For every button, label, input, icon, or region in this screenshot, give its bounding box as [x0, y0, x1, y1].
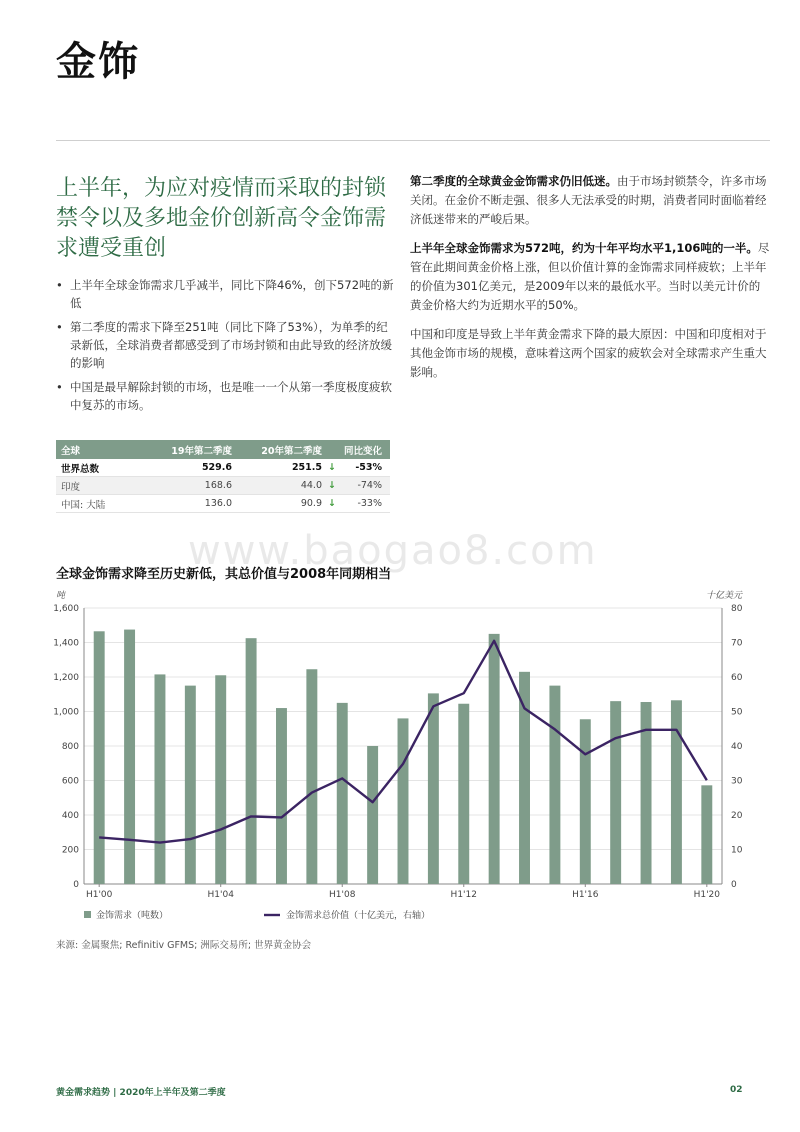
down-arrow-icon: ↓ — [328, 498, 336, 509]
bar-H1'01 — [124, 630, 135, 884]
bar-H1'16 — [580, 719, 591, 884]
page-title: 金饰 — [56, 39, 140, 85]
legend-bar-swatch — [84, 911, 91, 918]
jewellery-demand-chart — [0, 580, 800, 930]
bar-H1'09 — [367, 746, 378, 884]
legend-bar-label: 金饰需求（吨数） — [96, 911, 169, 921]
bar-H1'13 — [489, 634, 500, 884]
cell-q2-19: 168.6 — [204, 480, 232, 491]
bar-H1'03 — [185, 686, 196, 884]
y2-axis-unit: 十亿美元 — [705, 591, 742, 601]
table-header — [56, 440, 390, 459]
footer-title: 黄金需求趋势 | 2020年上半年及第二季度 — [56, 1088, 226, 1098]
x-tick-label: H1'16 — [572, 890, 599, 900]
bar-H1'07 — [306, 669, 317, 884]
legend-line-label: 金饰需求总价值（十亿美元，右轴） — [286, 911, 431, 921]
y-tick-label: 800 — [61, 742, 79, 752]
y2-tick-label: 40 — [731, 742, 743, 752]
cell-q2-19: 136.0 — [204, 498, 232, 509]
bar-H1'05 — [246, 638, 257, 884]
paragraph — [410, 172, 770, 229]
bullet-list — [56, 276, 396, 420]
paragraph — [410, 239, 770, 315]
cell-change: -74% — [357, 480, 382, 491]
demand-table — [56, 440, 390, 513]
cell-q2-20: 251.5 — [291, 462, 322, 473]
header-cell: 全球 — [61, 445, 81, 457]
cell-region: 印度 — [61, 481, 81, 493]
watermark: www.baogao8.com — [188, 528, 598, 574]
cell-q2-20: 90.9 — [300, 498, 322, 509]
y2-tick-label: 10 — [731, 845, 743, 856]
list-item: • 第二季度的需求下降至251吨（同比下降了53%），为单季的纪录新低，全球消费者都感受到了市场封锁和由此导致的经济放缓的影响 — [56, 318, 396, 372]
bar-H1'12 — [458, 704, 469, 884]
y2-tick-label: 20 — [731, 811, 743, 821]
table-row — [56, 477, 390, 495]
bar-H1'00 — [94, 631, 105, 884]
bar-H1'14 — [519, 672, 530, 884]
y2-tick-label: 60 — [731, 673, 743, 683]
source-note: 来源: 金属聚焦; Refinitiv GFMS; 洲际交易所; 世界黄金协会 — [56, 940, 312, 951]
x-tick-label: H1'00 — [85, 890, 113, 900]
bar-H1'19 — [671, 700, 682, 884]
y2-tick-label: 0 — [731, 880, 737, 890]
paragraph — [410, 325, 770, 382]
section-headline: 上半年，为应对疫情而采取的封锁禁令以及多地金价创新高令金饰需求遭受重创 — [56, 176, 387, 261]
x-tick-label: H1'04 — [207, 890, 234, 900]
paragraph-body: 中国和印度是导致上半年黄金需求下降的最大原因：中国和印度相对于其他金饰市场的规模，意味着这两个国家的疲软会对全球需求产生重大影响。 — [410, 327, 767, 379]
y-tick-label: 0 — [73, 880, 79, 890]
y2-tick-label: 30 — [731, 776, 743, 787]
y-axis-unit: 吨 — [56, 591, 66, 601]
x-tick-label: H1'12 — [450, 890, 477, 900]
header-cell: 同比变化 — [343, 445, 382, 457]
y-tick-label: 200 — [61, 845, 79, 856]
down-arrow-icon: ↓ — [328, 480, 336, 491]
bar-H1'08 — [337, 703, 348, 884]
right-column-text — [410, 172, 770, 392]
y2-tick-label: 80 — [731, 604, 743, 614]
bar-H1'15 — [549, 686, 560, 884]
y-tick-label: 1,200 — [53, 673, 79, 683]
bar-H1'17 — [610, 701, 621, 884]
y2-tick-label: 70 — [731, 638, 743, 649]
bar-H1'06 — [276, 708, 287, 884]
table-row — [56, 459, 390, 477]
page-number: 02 — [730, 1085, 743, 1095]
paragraph-body: 尽管在此期间黄金价格上涨，但以价值计算的金饰需求同样疲软；上半年的价值为301亿美元，是2009年以来的最低水平。当时以美元计价的黄金价格大约为近期水平的50%。 — [410, 241, 770, 312]
header-cell: 19年第二季度 — [171, 445, 232, 457]
cell-region: 世界总数 — [61, 463, 100, 475]
bar-H1'11 — [428, 693, 439, 884]
y-tick-label: 600 — [61, 776, 79, 787]
y-tick-label: 400 — [61, 811, 79, 821]
paragraph-body: 由于市场封锁禁令，许多市场关闭。在金价不断走强、很多人无法承受的时期，消费者同时面临着经济低迷带来的严峻后果。 — [410, 174, 767, 226]
down-arrow-icon: ↓ — [328, 462, 336, 473]
header-cell: 20年第二季度 — [261, 445, 322, 457]
paragraph-lead: 第二季度的全球黄金金饰需求仍旧低迷。 — [410, 174, 617, 188]
cell-q2-19: 529.6 — [201, 462, 232, 473]
x-tick-label: H1'20 — [693, 890, 721, 900]
cell-q2-20: 44.0 — [300, 480, 322, 491]
cell-change: -33% — [357, 498, 382, 509]
y2-tick-label: 50 — [731, 707, 743, 718]
list-item: • 上半年全球金饰需求几乎减半，同比下降46%，创下572吨的新低 — [56, 276, 396, 312]
bar-H1'04 — [215, 675, 226, 884]
table-row — [56, 495, 390, 513]
x-tick-label: H1'08 — [329, 890, 356, 900]
bar-H1'20 — [701, 785, 712, 884]
list-item: • 中国是最早解除封锁的市场，也是唯一一个从第一季度极度疲软中复苏的市场。 — [56, 378, 396, 414]
cell-region: 中国: 大陆 — [61, 499, 106, 511]
paragraph-lead: 上半年全球金饰需求为572吨，约为十年平均水平1,106吨的一半。 — [410, 241, 758, 255]
bar-H1'02 — [154, 674, 165, 884]
y-tick-label: 1,000 — [53, 707, 79, 718]
chart-title: 全球金饰需求降至历史新低，其总价值与2008年同期相当 — [56, 567, 392, 582]
y-tick-label: 1,600 — [53, 604, 79, 614]
cell-change: -53% — [355, 462, 382, 473]
divider — [56, 140, 770, 141]
y-tick-label: 1,400 — [53, 638, 79, 649]
bar-H1'10 — [398, 718, 409, 884]
